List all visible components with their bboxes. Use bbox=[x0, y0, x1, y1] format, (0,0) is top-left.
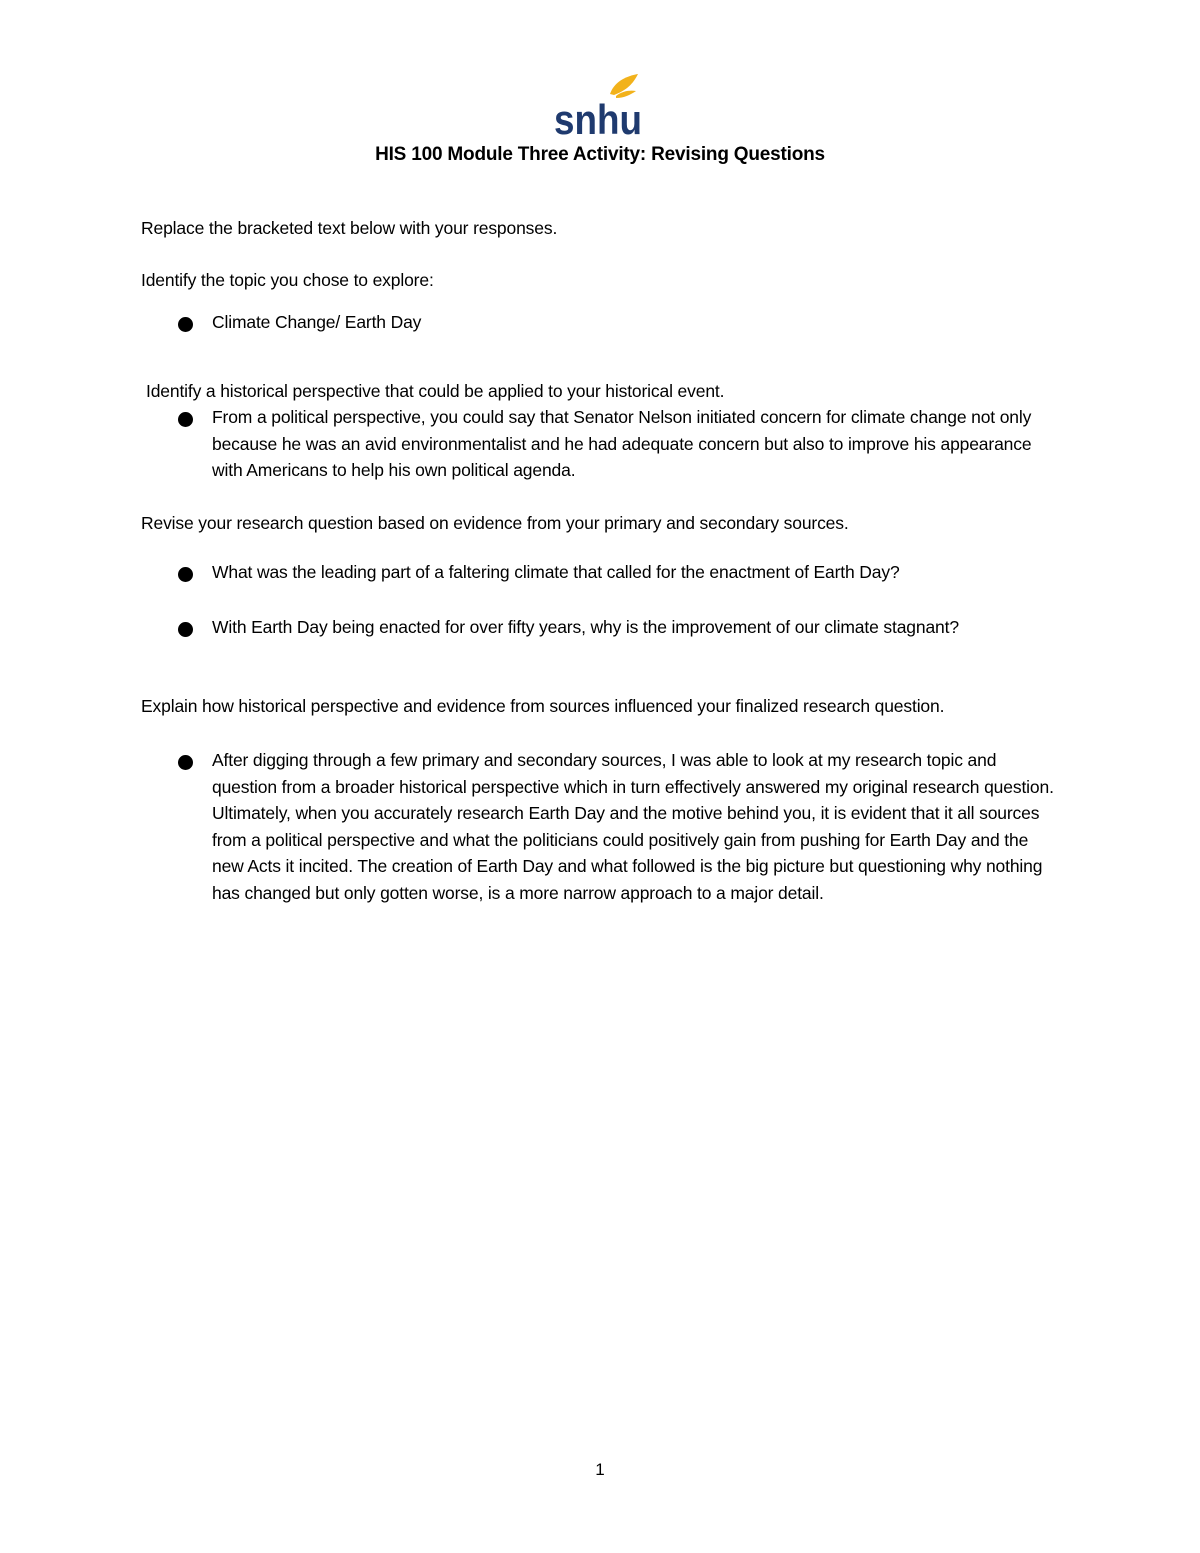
bullet-dot bbox=[178, 622, 193, 637]
bullet-dot bbox=[178, 755, 193, 770]
intro-text: Replace the bracketed text below with your responses. bbox=[141, 218, 558, 238]
answer-question-1: What was the leading part of a faltering climate that called for the enactment of Earth Day? bbox=[212, 562, 900, 582]
answer-explain: After digging through a few primary and secondary sources, I was able to look at my research topic and question from a broader historical perspective which in turn effectively answered my original research question. Ultimately, when you accurately research Earth Day and the motive behind you, it is evident that it all sources from a political perspective and what the politicians could positively gain from pushing for Earth Day and the new Acts it incited. The creation of Earth Day and what followed is the big picture but questioning why nothing has changed but only gotten worse, is a more narrow approach to a major detail. bbox=[212, 750, 1054, 903]
prompt-topic: Identify the topic you chose to explore: bbox=[141, 270, 434, 290]
prompt-perspective: Identify a historical perspective that could be applied to your historical event. bbox=[146, 381, 725, 401]
leaf-icon bbox=[552, 74, 644, 143]
prompt-explain: Explain how historical perspective and evidence from sources influenced your finalized research question. bbox=[141, 696, 945, 716]
answer-question-2: With Earth Day being enacted for over fifty years, why is the improvement of our climate stagnant? bbox=[212, 617, 959, 637]
page-number: 1 bbox=[595, 1460, 605, 1479]
snhu-logo bbox=[552, 74, 644, 143]
prompt-revise-question: Revise your research question based on evidence from your primary and secondary sources. bbox=[141, 513, 849, 533]
page-title: HIS 100 Module Three Activity: Revising Questions bbox=[375, 144, 825, 165]
bullet-dot bbox=[178, 412, 193, 427]
bullet-dot bbox=[178, 567, 193, 582]
logo-wordmark: snhu bbox=[554, 96, 642, 143]
answer-perspective: From a political perspective, you could say that Senator Nelson initiated concern for climate change not only because he was an avid environmentalist and he had adequate concern but also to improve his appearance with Americans to help his own political agenda. bbox=[212, 407, 1032, 480]
answer-topic: Climate Change/ Earth Day bbox=[212, 312, 422, 332]
bullet-dot bbox=[178, 317, 193, 332]
